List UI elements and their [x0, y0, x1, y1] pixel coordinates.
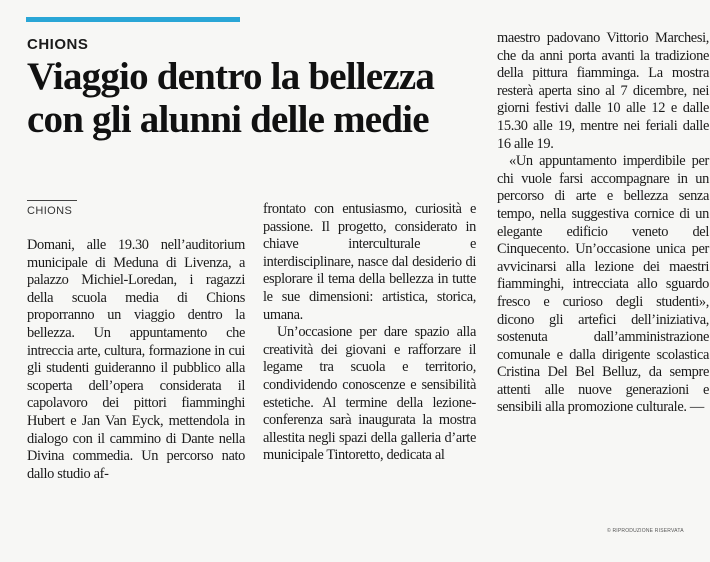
section-kicker: CHIONS: [27, 36, 89, 53]
article-column-3: [497, 30, 709, 417]
column-2-paragraph-1: frontato con entusiasmo, curiosità e passione. Il progetto, considerato in chiave interculturale e interdisciplinare, nasce dal desiderio di esplorare il tema della bellezza in tutte le sue dimensioni: artistica, storica, umana.: [263, 201, 476, 323]
copyright-notice: © RIPRODUZIONE RISERVATA: [607, 528, 684, 534]
column-2-paragraph-2: Un’occasione per dare spazio alla creatività dei giovani e rafforzare il legame tra scuola e territorio, condividendo conoscenze e sensibilità estetiche. Al termine della lezione-conferenza sarà inaugurata la mostra allestita negli spazi della galleria d’arte municipale Tintoretto, dedicata al: [263, 324, 476, 464]
column-1-paragraph-1: Domani, alle 19.30 nell’auditorium municipale di Meduna di Livenza, a palazzo Michiel-Loredan, i ragazzi della scuola media di Chions proporranno un viaggio dentro la bellezza. Un appuntamento che intreccia arte, cultura, formazione in cui gli studenti guideranno il pubblico alla scoperta dell’opera considerata il capolavoro dei pittori fiamminghi Hubert e Jan Van Eyck, mettendola in dialogo con il cammino di Dante nella Divina commedia. Un percorso nato dallo studio af-: [27, 237, 245, 482]
article-byline: CHIONS: [27, 205, 73, 217]
article-column-2: [263, 201, 476, 465]
article-headline: Viaggio dentro la bellezza con gli alunni delle medie: [27, 55, 435, 141]
article-column-1: [27, 237, 245, 483]
byline-divider: [27, 200, 77, 201]
column-3-paragraph-1: maestro padovano Vittorio Marchesi, che da anni porta avanti la tradizione della pittura fiamminga. La mostra resterà aperta sino al 7 dicembre, nei giorni festivi dalle 10 alle 12 e dalle 15.30 alle 19, mentre nei feriali dalle 16 alle 19.: [497, 30, 709, 152]
column-3-paragraph-2: «Un appuntamento imperdibile per chi vuole farsi accompagnare in un percorso di arte e bellezza senza tempo, nella suggestiva cornice di un elegante edificio veneto del Cinquecento. Un’occasione unica per avvicinarsi alla lezione dei maestri fiamminghi, intrecciata allo sguardo fresco e curioso degli studenti», dicono gli artefici dell’iniziativa, sostenuta dall’amministrazione comunale e dalla dirigente scolastica Cristina Del Bel Belluz, da sempre attenti alle nuove generazioni e sensibili alla promozione culturale. —: [497, 153, 709, 416]
section-accent-bar: [26, 17, 240, 22]
